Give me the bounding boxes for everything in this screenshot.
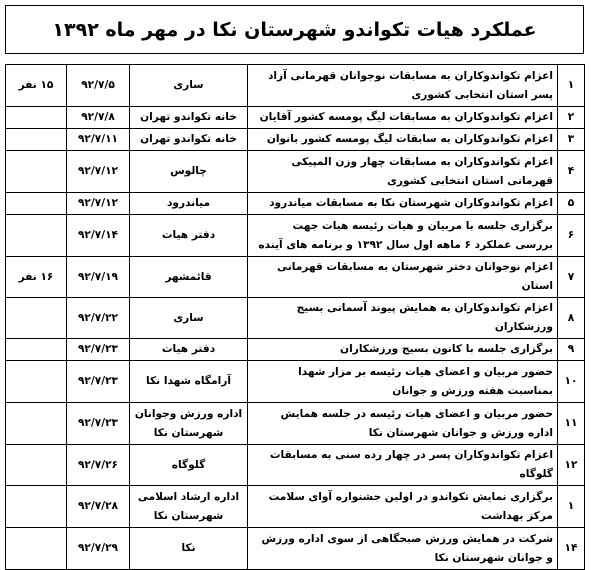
- row-description: حضور مربیان و اعضای هیات رئیسه در جلسه همایش اداره ورزش و جوانان شهرستان نکا: [248, 403, 558, 445]
- row-date: ۹۲/۷/۸: [67, 107, 130, 129]
- row-location: میاندرود: [130, 193, 248, 215]
- row-note: [6, 193, 67, 215]
- row-date: ۹۲/۷/۱۴: [67, 215, 130, 257]
- row-description: اعزام تکواندوکاران به همایش پیوند آسمانی بسیج ورزشکاران: [248, 298, 558, 339]
- row-date: ۹۲/۷/۲۲: [67, 298, 130, 339]
- row-note: [6, 528, 67, 570]
- row-description: برگزاری جلسه با مربیان و هیات رئیسه هیات جهت بررسی عملکرد ۶ ماهه اول سال ۱۳۹۲ و برنامه های آینده: [248, 215, 558, 257]
- row-number: ۱۰: [558, 361, 585, 403]
- table-row: [6, 129, 585, 151]
- row-number: ۱۱: [558, 403, 585, 445]
- row-date: ۹۲/۷/۲۳: [67, 339, 130, 361]
- row-number: ۳: [558, 129, 585, 151]
- table-row: [6, 528, 585, 570]
- row-note: [6, 129, 67, 151]
- table-row: [6, 151, 585, 193]
- row-location: دفتر هیات: [130, 339, 248, 361]
- row-description: اعزام تکواندوکاران به مسابقات نوجوانان قهرمانی آزاد پسر استان انتخابی کشوری: [248, 65, 558, 107]
- table-row: [6, 486, 585, 528]
- row-description: اعزام تکواندوکاران به مسابقات لیگ پومسه کشور آقایان: [248, 107, 558, 129]
- table-row: [6, 339, 585, 361]
- row-note: [6, 215, 67, 257]
- row-number: ۱: [558, 65, 585, 107]
- row-location: دفتر هیات: [130, 215, 248, 257]
- table-row: [6, 361, 585, 403]
- row-description: شرکت در همایش ورزش صبحگاهی از سوی اداره ورزش و جوانان شهرستان نکا: [248, 528, 558, 570]
- row-date: ۹۲/۷/۱۱: [67, 129, 130, 151]
- row-date: ۹۲/۷/۱۲: [67, 193, 130, 215]
- row-note: [6, 403, 67, 445]
- row-location: ساری: [130, 298, 248, 339]
- table-row: [6, 215, 585, 257]
- table-row: [6, 403, 585, 445]
- row-location: آرامگاه شهدا نکا: [130, 361, 248, 403]
- row-description: اعزام تکواندوکاران به سابقات لیگ پومسه کشور بانوان: [248, 129, 558, 151]
- row-note: [6, 486, 67, 528]
- row-description: اعزام نوجوانان دختر شهرستان به مسابقات قهرمانی استان: [248, 257, 558, 298]
- row-number: ۱۴: [558, 528, 585, 570]
- table-row: [6, 107, 585, 129]
- row-number: ۴: [558, 151, 585, 193]
- row-description: برگزاری جلسه با کانون بسیج ورزشکاران: [248, 339, 558, 361]
- row-number: ۸: [558, 298, 585, 339]
- row-date: ۹۲/۷/۱۹: [67, 257, 130, 298]
- row-location: خانه تکواندو تهران: [130, 107, 248, 129]
- row-note: [6, 298, 67, 339]
- row-location: نکا: [130, 528, 248, 570]
- table-row: [6, 257, 585, 298]
- row-location: اداره ارشاد اسلامی شهرستان نکا: [130, 486, 248, 528]
- row-date: ۹۲/۷/۲۹: [67, 528, 130, 570]
- row-date: ۹۲/۷/۱۲: [67, 151, 130, 193]
- row-number: ۲: [558, 107, 585, 129]
- row-note: ۱۶ نفر: [6, 257, 67, 298]
- row-description: اعزام تکواندوکاران پسر در چهار رده سنی به مسابقات گلوگاه: [248, 445, 558, 486]
- page-title: عملکرد هیات تکواندو شهرستان نکا در مهر ماه ۱۳۹۲: [5, 5, 584, 54]
- activity-table: [5, 64, 585, 570]
- row-date: ۹۲/۷/۲۳: [67, 361, 130, 403]
- row-location: اداره ورزش وجوانان شهرستان نکا: [130, 403, 248, 445]
- row-date: ۹۲/۷/۲۸: [67, 486, 130, 528]
- row-note: [6, 339, 67, 361]
- row-note: [6, 151, 67, 193]
- row-description: اعزام تکواندوکاران شهرستان نکا به مسابقات میاندرود: [248, 193, 558, 215]
- row-location: ساری: [130, 65, 248, 107]
- row-number: ۵: [558, 193, 585, 215]
- row-location: گلوگاه: [130, 445, 248, 486]
- row-number: ۶: [558, 215, 585, 257]
- row-location: خانه تکواندو تهران: [130, 129, 248, 151]
- table-row: [6, 65, 585, 107]
- table-row: [6, 193, 585, 215]
- table-row: [6, 298, 585, 339]
- row-date: ۹۲/۷/۲۳: [67, 403, 130, 445]
- row-number: ۷: [558, 257, 585, 298]
- row-description: حضور مربیان و اعضای هیات رئیسه بر مزار شهدا بمناسبت هفته ورزش و جوانان: [248, 361, 558, 403]
- table-row: [6, 445, 585, 486]
- row-number: ۹: [558, 339, 585, 361]
- row-note: [6, 445, 67, 486]
- row-date: ۹۲/۷/۵: [67, 65, 130, 107]
- row-location: قائمشهر: [130, 257, 248, 298]
- row-date: ۹۲/۷/۲۶: [67, 445, 130, 486]
- row-description: برگزاری نمایش تکواندو در اولین جشنواره آوای سلامت مرکز بهداشت: [248, 486, 558, 528]
- row-location: چالوس: [130, 151, 248, 193]
- row-note: [6, 107, 67, 129]
- row-number: ۱۲: [558, 445, 585, 486]
- row-description: اعزام تکواندوکاران به مسابقات چهار وزن المپیکی قهرمانی استان انتخابی کشوری: [248, 151, 558, 193]
- row-note: [6, 361, 67, 403]
- row-number: ۱: [558, 486, 585, 528]
- row-note: ۱۵ نفر: [6, 65, 67, 107]
